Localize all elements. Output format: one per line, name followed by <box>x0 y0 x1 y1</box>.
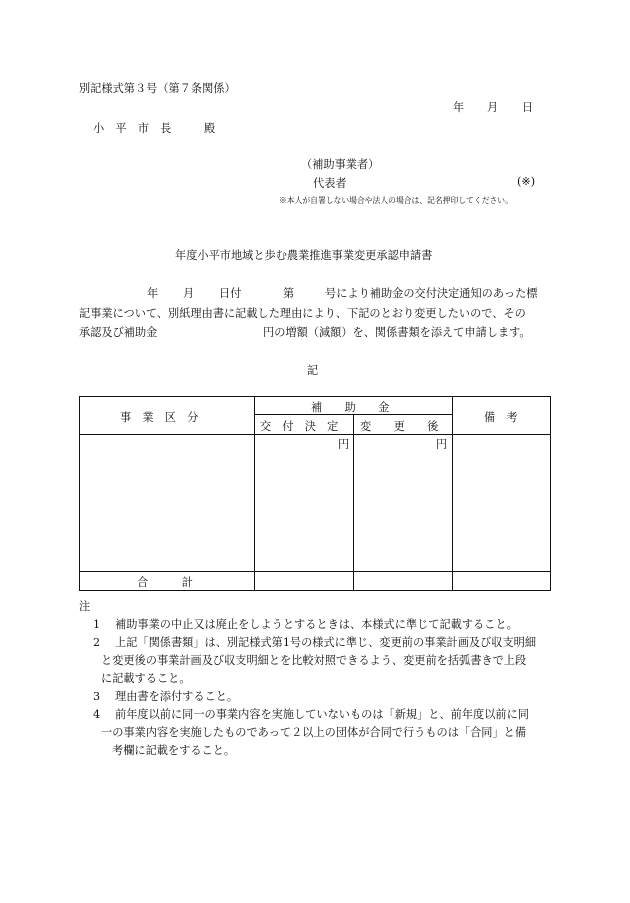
note-number: 1 <box>93 618 101 631</box>
notes-section <box>79 598 559 760</box>
body-dai: 第 <box>283 287 295 300</box>
table-row-divider <box>80 571 550 572</box>
date-day: 日 <box>522 101 534 114</box>
table-col-divider <box>452 397 453 590</box>
addressee-honorific: 殿 <box>204 122 216 135</box>
notes-label: 注 <box>79 600 91 613</box>
body-month: 月 <box>183 287 195 300</box>
document-title: 年度小平市地域と歩む農業推進事業変更承認申請書 <box>175 249 433 262</box>
note-text: 理由書を添付すること。 <box>115 690 239 703</box>
ki-marker: 記 <box>307 364 319 377</box>
note-item <box>79 634 559 688</box>
addressee-name: 小 平 市 長 <box>93 122 172 135</box>
header-category: 事 業 区 分 <box>120 411 199 424</box>
body-line1-text: 号により補助金の交付決定通知のあった標 <box>325 287 538 300</box>
header-decided: 交 付 決 定 <box>260 420 339 433</box>
yen-unit-after: 円 <box>436 438 448 451</box>
form-id: 別記様式第３号（第７条関係） <box>79 82 236 95</box>
note-item <box>79 688 559 706</box>
note-text: 補助事業の中止又は廃止をしようとするときは、本様式に準じて記載すること。 <box>115 618 518 631</box>
yen-unit-decided: 円 <box>338 438 350 451</box>
note-text: と変更後の事業計画及び収支明細とを比較対照できるよう、変更前を括弧書きで上段 <box>101 654 527 667</box>
table-row-divider <box>80 434 550 435</box>
note-item <box>79 616 559 634</box>
header-after: 変 更 後 <box>360 420 439 433</box>
header-subsidy: 補 助 金 <box>311 401 390 414</box>
date-year: 年 <box>453 101 465 114</box>
note-number: 2 <box>93 636 101 649</box>
subsidy-table <box>79 396 551 591</box>
note-item <box>79 706 559 760</box>
note-text: 上記「関係書類」は、別記様式第1号の様式に準じ、変更前の事業計画及び収支明細 <box>115 636 537 649</box>
body-day: 日付 <box>219 287 242 300</box>
note-text: 考欄に記載をすること。 <box>112 744 236 757</box>
note-text: 前年度以前に同一の事業内容を実施していないものは「新規」と、前年度以前に同 <box>115 708 529 721</box>
table-col-divider <box>353 415 354 590</box>
date-month: 月 <box>487 101 499 114</box>
table-col-divider <box>254 397 255 590</box>
applicant-heading: （補助事業者） <box>301 158 380 171</box>
signature-note: ※本人が自署しない場合や法人の場合は、記名押印してください。 <box>279 196 513 205</box>
note-number: 4 <box>93 708 101 721</box>
seal-mark: (※) <box>517 175 536 188</box>
total-label: 合 計 <box>137 576 193 589</box>
header-remarks: 備 考 <box>484 411 518 424</box>
note-text: に記載すること。 <box>101 672 191 685</box>
representative-label: 代表者 <box>313 177 347 190</box>
note-text: 一の事業内容を実施したものであって２以上の団体が合同で行うものは「合同」と備 <box>101 726 527 739</box>
body-line3-left: 承認及び補助金 <box>79 326 158 339</box>
body-year: 年 <box>147 287 159 300</box>
body-line2: 記事業について、別紙理由書に記載した理由により、下記のとおり変更したいので、その <box>79 307 526 320</box>
note-number: 3 <box>93 690 101 703</box>
body-line3-right: 円の増額（減額）を、関係書類を添えて申請します。 <box>263 326 531 339</box>
